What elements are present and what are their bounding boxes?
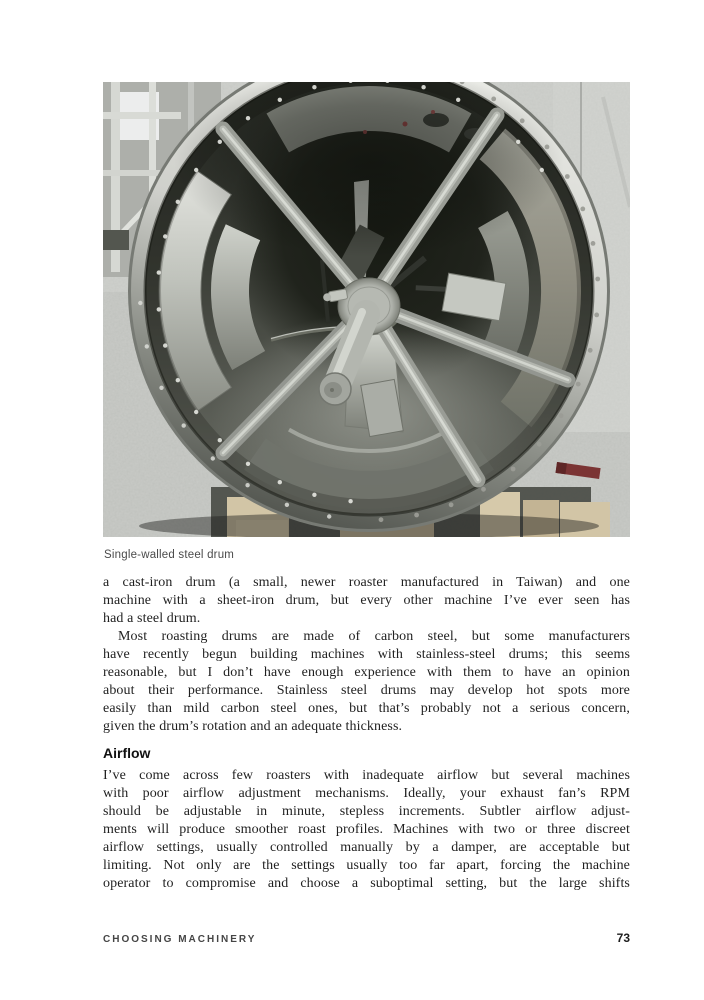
text-line: operator to compromise and choose a suboptimal setting, but the large shifts xyxy=(103,876,630,891)
text-line: I’ve come across few roasters with inadequate airflow but several machines xyxy=(103,768,630,783)
text-line: reasonable, but I don’t have enough experience with them to have an opinion xyxy=(103,665,630,680)
body-text xyxy=(103,574,630,893)
text-line: had a steel drum. xyxy=(103,611,201,626)
text-line: machine with a sheet-iron drum, but every other machine I’ve ever seen has xyxy=(103,593,630,608)
paragraph-1 xyxy=(103,574,630,628)
paragraph-3 xyxy=(103,767,630,893)
text-line: given the drum’s rotation and an adequate thickness. xyxy=(103,719,403,734)
text-line: a cast-iron drum (a small, newer roaster manufactured in Taiwan) and one xyxy=(103,575,630,590)
text-line: with poor airflow adjustment mechanisms. Ideally, your exhaust fan’s RPM xyxy=(103,786,630,801)
text-line: easily than mild carbon steel ones, but that’s probably not a serious concern, xyxy=(103,701,630,716)
page-footer xyxy=(103,931,630,945)
page-number: 73 xyxy=(616,931,630,945)
text-line: should be adjustable in minute, stepless increments. Subtler airflow adjust- xyxy=(103,804,630,819)
text-line: about their performance. Stainless steel drums may develop hot spots more xyxy=(103,683,630,698)
text-line: airflow settings, usually controlled manually by a damper, are acceptable but xyxy=(103,840,630,855)
section-heading-airflow: Airflow xyxy=(103,745,151,761)
text-line: Most roasting drums are made of carbon steel, but some manufacturers xyxy=(118,629,630,644)
paragraph-2 xyxy=(103,628,630,736)
drum-photo xyxy=(103,82,630,537)
text-line: ments will produce smoother roast profiles. Machines with two or three discreet xyxy=(103,822,630,837)
text-line: have recently begun building machines with stainless-steel drums; this seems xyxy=(103,647,630,662)
running-footer-chapter: CHOOSING MACHINERY xyxy=(103,934,257,945)
text-line: limiting. Not only are the settings usually too far apart, forcing the machine xyxy=(103,858,630,873)
drum-photo-figure xyxy=(103,82,630,537)
photo-caption: Single-walled steel drum xyxy=(104,549,235,561)
